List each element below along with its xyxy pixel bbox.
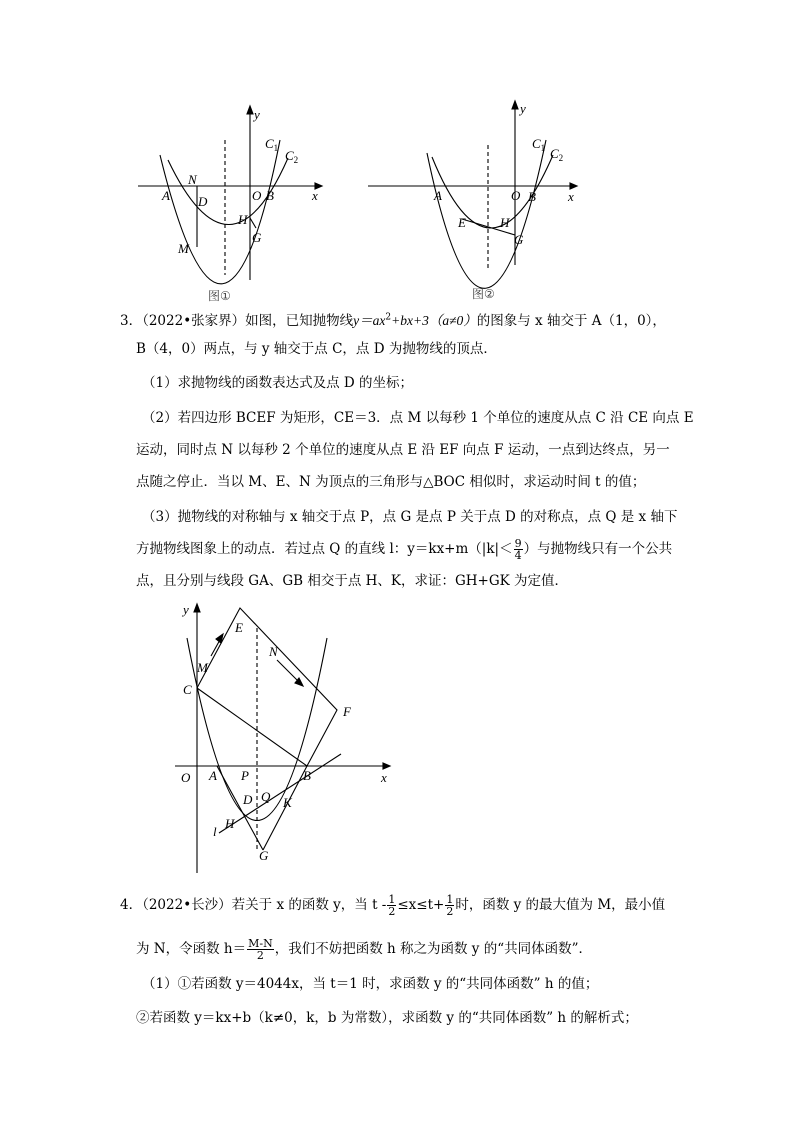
fig2-h-label: H (500, 215, 510, 230)
q3-source: （2022•张家界） (142, 313, 246, 329)
fig1-x-label: x (312, 188, 318, 203)
fig2-g-label: G (514, 232, 524, 247)
fig1-b-label: B (266, 188, 274, 203)
fig1-n-label: N (188, 172, 197, 187)
fig1-m-label: M (178, 241, 189, 256)
q3-number: 3． (120, 313, 143, 329)
q4-source: （2022•长沙） (142, 897, 232, 913)
fraction-half-1: $\frac{1}{2}$ (388, 893, 396, 918)
q3-part2-line2: 运动，同时点 N 以每秒 2 个单位的速度从点 E 沿 EF 向点 F 运动，一点到达终点，另一 (136, 442, 670, 458)
fig1-d-label: D (198, 194, 208, 209)
fig3-k-label: K (283, 795, 292, 810)
fig2-c1-label: $C_1$ (532, 136, 546, 153)
q3-part3-line3: 点，且分别与线段 GA、GB 相交于点 H、K，求证：GH+GK 为定值． (136, 573, 568, 589)
fig3-e-label: E (235, 620, 243, 635)
fig2-e-label: E (458, 215, 466, 230)
q3-line1: 3．（2022•张家界）如图，已知抛物线$y=ax^2+bx+3(a\ne 0)$的图象与 x 轴交于 A（1，0）， (120, 312, 666, 329)
fig3-l-label: l (213, 824, 217, 839)
figure-2 (360, 95, 590, 305)
fig3-a-label: A (209, 768, 217, 783)
q4-part1: （1）①若函数 y＝4044x，当 t＝1 时，求函数 y 的“共同体函数” h 的值； (142, 976, 599, 992)
fig1-y-label: y (254, 107, 260, 122)
q4-number: 4． (120, 897, 143, 913)
q3-line2: B（4，0）两点，与 y 轴交于点 C，点 D 为抛物线的顶点． (136, 341, 497, 357)
fig1-a-label: A (162, 188, 170, 203)
fig1-h-label: H (238, 212, 248, 227)
q3-part2-line1: （2）若四边形 BCEF 为矩形，CE＝3．点 M 以每秒 1 个单位的速度从点 C 沿 CE 向点 E (142, 410, 694, 426)
q4-line2: 为 N，令函数 h＝ $\frac{M-N}{2}$ ，我们不妨把函数 h 称之为函数 y 的“共同体函数”． (136, 937, 592, 962)
q3-part2-line3: 点随之停止．当以 M、E、N 为顶点的三角形与△BOC 相似时，求运动时间 t 的值； (136, 474, 646, 490)
fig2-c2-label: $C_2$ (550, 146, 564, 163)
q3-part3-line1: （3）抛物线的对称轴与 x 轴交于点 P，点 G 是点 P 关于点 D 的对称点，点 Q 是 x 轴下 (142, 509, 678, 525)
fig2-caption: 图② (472, 287, 495, 301)
fig2-b-label: B (528, 189, 536, 204)
fig2-x-label: x (568, 189, 574, 204)
fig2-y-label: y (520, 101, 526, 116)
fig3-q-label: Q (261, 789, 271, 804)
q4-line1: 4．（2022•长沙）若关于 x 的函数 y，当 t - $\frac{1}{2}$ ≤x≤t+ $\frac{1}{2}$ 时，函数 y 的最大值为 M，最小值 (120, 893, 666, 918)
q3-part1: （1）求抛物线的函数表达式及点 D 的坐标； (142, 375, 413, 391)
q3-part3-line2: 方抛物线图象上的动点．若过点 Q 的直线 l：y＝kx+m（|k|＜ $\frac{9}{4}$ ）与抛物线只有一个公共 (136, 537, 673, 562)
figure-3 (165, 598, 395, 868)
fig3-h-label: H (225, 816, 235, 831)
fig1-g-label: G (252, 230, 262, 245)
fraction-half-2: $\frac{1}{2}$ (446, 893, 454, 918)
fig1-o-label: O (252, 188, 262, 203)
fig2-o-label: O (511, 188, 521, 203)
fig3-m-label: M (197, 660, 208, 675)
fraction-nine-quarters: $\frac{9}{4}$ (514, 537, 522, 562)
fig2-a-label: A (434, 188, 442, 203)
q4-part2: ②若函数 y＝kx+b（k≠0，k，b 为常数），求函数 y 的“共同体函数” h 的解析式； (136, 1010, 638, 1026)
fig3-x-label: x (381, 770, 387, 785)
fig3-c-label: C (183, 682, 192, 697)
fig3-g-label: G (259, 848, 269, 863)
fig3-n-label: N (269, 644, 278, 659)
figure-1 (130, 100, 330, 310)
fig1-c1-label: $C_1$ (265, 136, 279, 153)
fig1-caption: 图① (208, 289, 231, 303)
fig3-y-label: y (183, 602, 189, 617)
fig3-p-label: P (241, 768, 249, 783)
fig3-f-label: F (343, 704, 351, 719)
fig3-d-label: D (243, 792, 253, 807)
fig3-o-label: O (181, 770, 191, 785)
fig1-c2-label: $C_2$ (285, 148, 299, 165)
fig3-b-label: B (303, 768, 311, 783)
fraction-h: $\frac{M-N}{2}$ (248, 937, 273, 962)
